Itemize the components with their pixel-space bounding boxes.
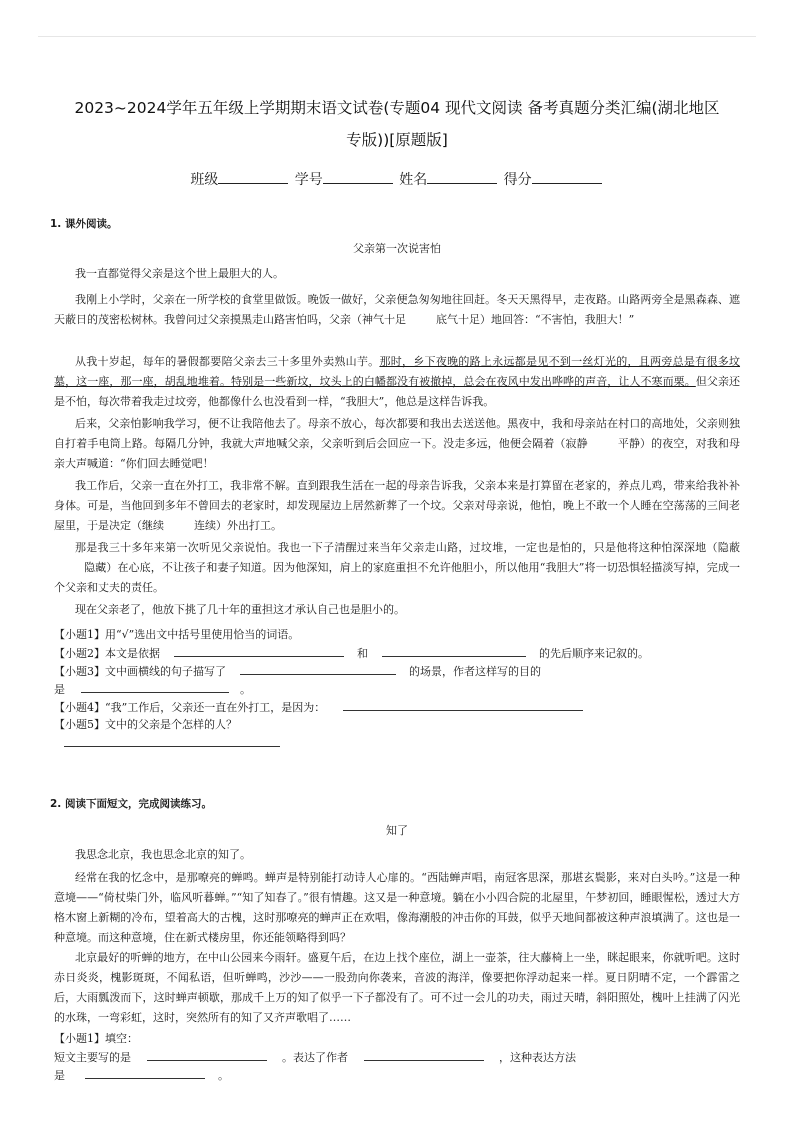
q2-sub-question-1-line: 短文主要写的是 。表达了作者 ，这种表达方法 xyxy=(54,1048,576,1067)
title-line-2: 专版))[原题版] xyxy=(346,131,448,149)
student-id-blank xyxy=(323,169,393,184)
passage-1-paragraph: 我工作后，父亲一直在外打工，我非常不解。直到跟我生活在一起的母亲告诉我，父亲本来是打算留在老家的，养点儿鸡，带来给我补补身体。可是，当他回到多年不曾回去的老家时，却发现屋边上居然新葬了一个坟。父亲对母亲说，他怕，晚上不敢一个人睡在空荡荡的三间老屋里，于是决定（继续 连续）外出打工。 xyxy=(54,479,740,532)
underlined-sentence: 那时，乡下夜晚的路上永远都是见不到一丝灯光的，且两旁总是有很多坟墓，这一座，那一座，胡乱地堆着。特别是一些新坟，坟头上的白幡都没有被撤掉，总会在夜风中发出哗哗的声音，让人不寒而栗。 xyxy=(54,355,741,388)
title-line-1: 2023~2024学年五年级上学期期末语文试卷(专题04 现代文阅读 备考真题分类汇编(湖北地区 xyxy=(74,99,720,117)
passage-1-paragraph: 那是我三十多年来第一次听见父亲说怕。我也一下子清醒过来当年父亲走山路，过坟堆，一定也是怕的，只是他将这种怕深深地（隐蔽隐藏）在心底，不让孩子和妻子知道。因为他深知，肩上的家庭重担不允许他胆小，所以他用“我胆大”将一切恐惧轻描淡写掉，完成一个父亲和丈夫的责任。 xyxy=(54,541,740,594)
name-label: 姓名 xyxy=(399,172,428,188)
sub-question-3: 【小题3】文中画横线的句子描写了 的场景，作者这样写的目的 xyxy=(54,662,541,681)
sub-question-4: 【小题4】“我”工作后，父亲还一直在外打工，是因为： xyxy=(54,698,583,717)
answer-blank[interactable] xyxy=(343,698,583,711)
answer-blank[interactable] xyxy=(382,644,526,657)
passage-2-paragraph: 北京最好的听蝉的地方，在中山公园来今雨轩。盛夏午后，在边上找个座位，湖上一壶茶，往大藤椅上一坐，眯起眼来，你就听吧。这时赤日炎炎，槐影斑斑，不闻私语，但听蝉鸣，沙沙——一股劲向你袭来，音波的海洋，像要把你浮动起来一样。夏日阴晴不定，一个霹雷之后，大雨瓢泼而下，这时蝉声顿歇，那成千上万的知了似乎一下子都没有了。可不过一会儿的功夫，雨过天晴，斜阳照处，槐叶上挂满了闪光的水珠，一弯彩虹，这时，突然所有的知了又齐声歌唱了…… xyxy=(54,951,740,1024)
answer-blank[interactable] xyxy=(174,644,344,657)
q2-sub-question-1: 【小题1】填空： xyxy=(54,1032,138,1045)
q2-sub-question-1-cont: 是 。 xyxy=(54,1066,229,1085)
question-2-heading: 2. 阅读下面短文，完成阅读练习。 xyxy=(50,798,212,810)
score-label: 得分 xyxy=(503,172,532,188)
sub-question-3-cont: 是 。 xyxy=(54,680,251,699)
question-1-heading: 1. 课外阅读。 xyxy=(50,218,118,230)
student-info-line xyxy=(0,168,794,192)
page-title xyxy=(38,92,756,156)
passage-2-paragraph: 我思念北京，我也思念北京的知了。 xyxy=(75,848,251,861)
passage-2-title: 知了 xyxy=(386,824,408,837)
passage-1-paragraph: 我刚上小学时，父亲在一所学校的食堂里做饭。晚饭一做好，父亲便急匆匆地往回赶。冬天天黑得早，走夜路。山路两旁全是黑森森、遮天蔽日的茂密松树林。我曾问过父亲摸黑走山路害怕吗，父亲（神气十足 底气十足）地回答：“不害怕，我胆大！” xyxy=(54,293,740,326)
sub-question-5: 【小题5】文中的父亲是个怎样的人？ xyxy=(54,718,237,731)
passage-1-paragraph: 现在父亲老了，他放下挑了几十年的重担这才承认自己也是胆小的。 xyxy=(75,603,405,616)
class-blank xyxy=(218,169,288,184)
passage-1-title: 父亲第一次说害怕 xyxy=(353,242,441,255)
passage-1-paragraph: 后来，父亲怕影响我学习，便不让我陪他去了。母亲不放心，每次都要和我出去送送他。黑夜中，我和母亲站在村口的高地处，父亲则独自打着手电筒上路。每隔几分钟，我就大声地喊父亲，父亲听到后会回应一下。没走多远，他便会隔着（寂静 平静）的夜空，对我和母亲大声喊道：“你们回去睡觉吧！ xyxy=(54,417,741,470)
sub-question-1: 【小题1】用“√”选出文中括号里使用恰当的词语。 xyxy=(54,628,300,641)
answer-blank[interactable] xyxy=(240,662,396,675)
sub-question-5-answer xyxy=(64,734,280,753)
score-blank xyxy=(532,169,602,184)
passage-1-paragraph: 我一直都觉得父亲是这个世上最胆大的人。 xyxy=(75,267,284,280)
answer-blank[interactable] xyxy=(364,1048,484,1061)
passage-2-paragraph: 经常在我的忆念中，是那嘹亮的蝉鸣。蝉声是特别能打动诗人心扉的。“西陆蝉声唱，南冠客思深，那堪玄鬓影，来对白头吟。”这是一种意境——“倚杖柴门外，临风听暮蝉。”“知了知春了。”很有情趣。这又是一种意境。躺在小小四合院的北屋里，午梦初回，睡眼惺松，透过大方格木窗上新糊的冷布，望着高大的古槐，这时那嘹亮的蝉声正在欢唱，像海潮般的冲击你的耳鼓，似乎天地间都被这种声浪填满了。这也是一种意境。而这种意境，住在新式楼房里，你还能领略得到吗？ xyxy=(54,871,740,944)
name-blank xyxy=(427,169,497,184)
answer-blank[interactable] xyxy=(64,734,280,747)
answer-blank[interactable] xyxy=(147,1048,267,1061)
sub-question-2: 【小题2】本文是依据 和 的先后顺序来记叙的。 xyxy=(54,644,649,663)
passage-1-paragraph: 从我十岁起，每年的暑假都要陪父亲去三十多里外卖熟山芋。那时，乡下夜晚的路上永远都是见不到一丝灯光的，且两旁总是有很多坟墓，这一座，那一座，胡乱地堆着。特别是一些新坟，坟头上的白幡都没有被撤掉，总会在夜风中发出哗哗的声音，让人不寒而栗。但父亲还是不怕，每次带着我走过坟旁，他都像什么也没看到一样，“我胆大”，他总是这样告诉我。 xyxy=(54,355,741,408)
class-label: 班级 xyxy=(190,172,219,188)
page-top-rule xyxy=(38,36,756,37)
answer-blank[interactable] xyxy=(85,1066,205,1079)
student-id-label: 学号 xyxy=(294,172,323,188)
answer-blank[interactable] xyxy=(81,680,229,693)
